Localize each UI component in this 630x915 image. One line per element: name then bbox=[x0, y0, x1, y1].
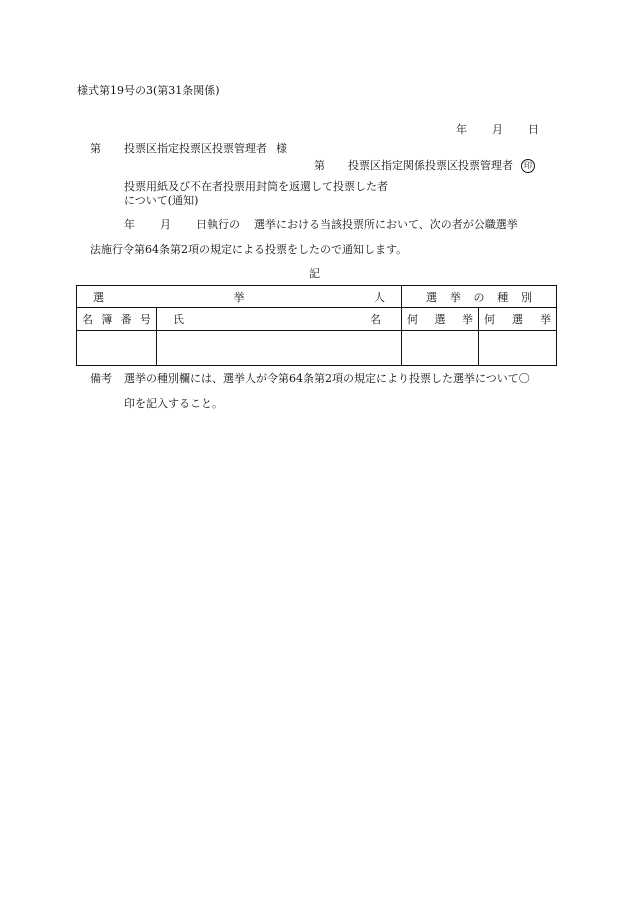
voter-header-cell bbox=[77, 286, 402, 308]
voter-header-char: 挙 bbox=[233, 290, 245, 304]
type-b-char: 何 bbox=[484, 313, 495, 326]
roll-header-char: 番 bbox=[120, 313, 132, 326]
type-header-char: 別 bbox=[521, 290, 532, 304]
table-header-row-1 bbox=[77, 286, 557, 308]
election-type-a-cell bbox=[402, 331, 479, 366]
form-title: 様式第19号の3(第31条関係) bbox=[77, 84, 220, 97]
table-row bbox=[77, 331, 557, 366]
roll-number-cell bbox=[77, 331, 157, 366]
date-month-label: 月 bbox=[492, 123, 503, 136]
roll-header-char: 名 bbox=[82, 313, 93, 326]
body-month-label: 月 bbox=[160, 218, 171, 231]
body-year-label: 年 bbox=[124, 218, 135, 231]
body-day-exec-label: 日執行の bbox=[196, 218, 240, 231]
addressee-honorific: 様 bbox=[276, 142, 287, 155]
name-header bbox=[157, 308, 402, 331]
election-type-a-header bbox=[402, 308, 479, 331]
body-line-1 bbox=[124, 218, 518, 232]
note-text-1: 選挙の種別欄には、選挙人が令第64条第2項の規定により投票した選挙について〇 bbox=[124, 372, 530, 385]
sender-line bbox=[314, 159, 535, 173]
name-cell bbox=[157, 331, 402, 366]
roll-header-char: 簿 bbox=[101, 313, 113, 326]
date-day-label: 日 bbox=[528, 123, 539, 136]
name-header-char: 氏 bbox=[173, 313, 184, 326]
type-header-char: の bbox=[473, 290, 485, 304]
subject-line-1: 投票用紙及び不在者投票用封筒を返還して投票した者 bbox=[124, 180, 388, 193]
election-type-b-cell bbox=[479, 331, 557, 366]
note-line-2: 印を記入すること。 bbox=[124, 397, 223, 410]
election-type-b-header bbox=[479, 308, 557, 331]
addressee-title: 投票区指定投票区投票管理者 bbox=[124, 142, 267, 155]
body-line-2: 法施行令第64条第2項の規定による投票をしたので通知します。 bbox=[90, 243, 408, 256]
type-header-char: 選 bbox=[426, 290, 437, 304]
type-a-char: 選 bbox=[434, 313, 446, 326]
date-line bbox=[456, 123, 539, 137]
sender-title: 投票区指定関係投票区投票管理者 bbox=[348, 159, 513, 172]
election-type-header-cell bbox=[402, 286, 557, 308]
type-a-char: 挙 bbox=[462, 313, 473, 326]
type-header-char: 種 bbox=[497, 290, 509, 304]
type-header-char: 挙 bbox=[449, 290, 461, 304]
addressee-number-label: 第 bbox=[90, 142, 101, 155]
voter-header-char: 選 bbox=[93, 290, 104, 304]
roll-number-header bbox=[77, 308, 157, 331]
ki-heading: 記 bbox=[309, 267, 320, 280]
body-line-1-text: 選挙における当該投票所において、次の者が公職選挙 bbox=[254, 218, 518, 231]
note-label: 備考 bbox=[90, 372, 112, 385]
type-b-char: 挙 bbox=[540, 313, 551, 326]
date-year-label: 年 bbox=[456, 123, 467, 136]
roll-header-char: 号 bbox=[139, 313, 151, 326]
type-b-char: 選 bbox=[512, 313, 523, 326]
addressee-line bbox=[90, 142, 287, 156]
note-line-1 bbox=[90, 372, 530, 386]
sender-number-label: 第 bbox=[314, 159, 325, 172]
voter-header-char: 人 bbox=[374, 290, 385, 304]
type-a-char: 何 bbox=[407, 313, 418, 326]
voter-table bbox=[76, 285, 557, 366]
seal-mark: 印 bbox=[521, 159, 535, 173]
table-header-row-2 bbox=[77, 308, 557, 331]
name-header-char: 名 bbox=[370, 313, 381, 326]
subject-line-2: について(通知) bbox=[124, 194, 199, 207]
